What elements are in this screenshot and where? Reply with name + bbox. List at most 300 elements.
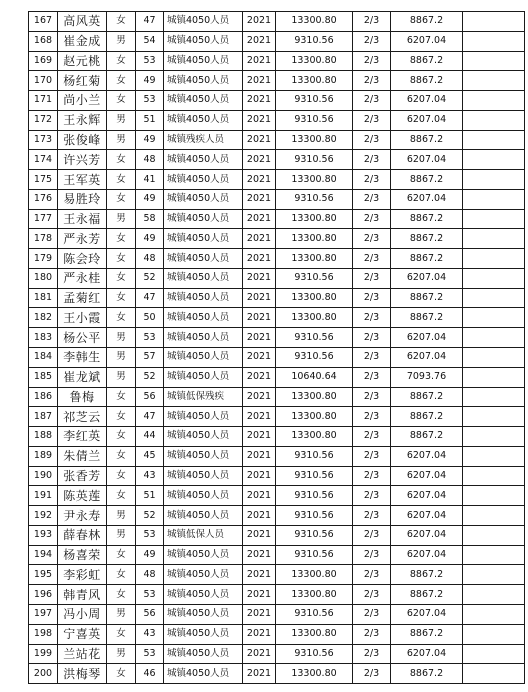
cell-amount: 9310.56 [276,348,353,368]
cell-row-number: 190 [29,466,58,486]
cell-amount: 9310.56 [276,91,353,111]
cell-category: 城镇4050人员 [164,71,243,91]
cell-gender: 男 [107,31,136,51]
cell-gender: 男 [107,209,136,229]
cell-subsidy: 6207.04 [391,348,463,368]
cell-remark [463,110,525,130]
cell-subsidy: 8867.2 [391,51,463,71]
cell-year: 2021 [243,624,276,644]
cell-name: 尚小兰 [58,91,107,111]
cell-name: 祁芝云 [58,407,107,427]
cell-remark [463,51,525,71]
cell-category: 城镇4050人员 [164,308,243,328]
table-row [29,268,525,288]
cell-name: 严永桂 [58,268,107,288]
cell-age: 53 [136,585,164,605]
cell-category: 城镇4050人员 [164,664,243,684]
table-body [29,12,525,684]
table-row [29,308,525,328]
cell-remark [463,644,525,664]
cell-category: 城镇4050人员 [164,110,243,130]
cell-amount: 9310.56 [276,506,353,526]
cell-amount: 9310.56 [276,150,353,170]
cell-age: 43 [136,466,164,486]
cell-gender: 女 [107,486,136,506]
cell-row-number: 170 [29,71,58,91]
cell-ratio: 2/3 [353,427,391,447]
cell-age: 48 [136,150,164,170]
cell-remark [463,525,525,545]
cell-amount: 9310.56 [276,486,353,506]
cell-category: 城镇4050人员 [164,31,243,51]
cell-gender: 女 [107,446,136,466]
cell-age: 49 [136,71,164,91]
cell-amount: 13300.80 [276,585,353,605]
cell-ratio: 2/3 [353,525,391,545]
cell-year: 2021 [243,545,276,565]
cell-ratio: 2/3 [353,328,391,348]
cell-remark [463,209,525,229]
cell-ratio: 2/3 [353,486,391,506]
cell-amount: 9310.56 [276,644,353,664]
cell-ratio: 2/3 [353,51,391,71]
cell-category: 城镇低保人员 [164,525,243,545]
cell-name: 崔金成 [58,31,107,51]
cell-ratio: 2/3 [353,348,391,368]
cell-ratio: 2/3 [353,506,391,526]
cell-subsidy: 6207.04 [391,506,463,526]
cell-remark [463,189,525,209]
cell-amount: 9310.56 [276,268,353,288]
cell-remark [463,268,525,288]
cell-amount: 9310.56 [276,446,353,466]
table-row [29,565,525,585]
cell-year: 2021 [243,91,276,111]
cell-category: 城镇4050人员 [164,367,243,387]
cell-category: 城镇4050人员 [164,446,243,466]
cell-name: 杨喜荣 [58,545,107,565]
cell-year: 2021 [243,387,276,407]
cell-ratio: 2/3 [353,446,391,466]
cell-row-number: 174 [29,150,58,170]
cell-row-number: 182 [29,308,58,328]
cell-category: 城镇4050人员 [164,466,243,486]
cell-ratio: 2/3 [353,288,391,308]
cell-remark [463,466,525,486]
cell-subsidy: 8867.2 [391,664,463,684]
table-row [29,624,525,644]
cell-amount: 9310.56 [276,328,353,348]
cell-name: 洪梅琴 [58,664,107,684]
cell-subsidy: 6207.04 [391,328,463,348]
cell-age: 51 [136,110,164,130]
table-row [29,130,525,150]
cell-remark [463,91,525,111]
cell-remark [463,585,525,605]
cell-age: 46 [136,664,164,684]
cell-remark [463,229,525,249]
cell-ratio: 2/3 [353,387,391,407]
cell-name: 薛春林 [58,525,107,545]
cell-age: 51 [136,486,164,506]
cell-age: 52 [136,367,164,387]
cell-category: 城镇4050人员 [164,12,243,32]
cell-year: 2021 [243,565,276,585]
cell-gender: 女 [107,664,136,684]
cell-remark [463,624,525,644]
cell-age: 53 [136,644,164,664]
cell-name: 陈英莲 [58,486,107,506]
cell-remark [463,328,525,348]
cell-category: 城镇4050人员 [164,170,243,190]
cell-remark [463,12,525,32]
cell-amount: 13300.80 [276,170,353,190]
cell-age: 49 [136,189,164,209]
cell-amount: 9310.56 [276,525,353,545]
cell-amount: 13300.80 [276,387,353,407]
cell-year: 2021 [243,427,276,447]
cell-gender: 女 [107,545,136,565]
cell-ratio: 2/3 [353,209,391,229]
cell-subsidy: 8867.2 [391,71,463,91]
cell-subsidy: 8867.2 [391,565,463,585]
cell-subsidy: 6207.04 [391,446,463,466]
cell-category: 城镇低保残疾 [164,387,243,407]
cell-ratio: 2/3 [353,130,391,150]
cell-age: 41 [136,170,164,190]
cell-category: 城镇4050人员 [164,427,243,447]
cell-name: 李韩生 [58,348,107,368]
cell-age: 57 [136,348,164,368]
cell-age: 45 [136,446,164,466]
cell-name: 孟菊红 [58,288,107,308]
cell-name: 尹永寿 [58,506,107,526]
cell-category: 城镇4050人员 [164,644,243,664]
table-row [29,288,525,308]
cell-remark [463,170,525,190]
cell-year: 2021 [243,189,276,209]
cell-remark [463,71,525,91]
cell-age: 52 [136,506,164,526]
cell-year: 2021 [243,150,276,170]
cell-row-number: 199 [29,644,58,664]
cell-age: 47 [136,12,164,32]
cell-age: 53 [136,51,164,71]
cell-amount: 10640.64 [276,367,353,387]
cell-category: 城镇残疾人员 [164,130,243,150]
cell-subsidy: 6207.04 [391,91,463,111]
cell-ratio: 2/3 [353,249,391,269]
cell-year: 2021 [243,506,276,526]
cell-name: 杨公平 [58,328,107,348]
cell-row-number: 200 [29,664,58,684]
cell-row-number: 189 [29,446,58,466]
cell-row-number: 180 [29,268,58,288]
cell-ratio: 2/3 [353,150,391,170]
cell-row-number: 179 [29,249,58,269]
cell-age: 53 [136,525,164,545]
table-row [29,387,525,407]
cell-category: 城镇4050人员 [164,585,243,605]
cell-name: 兰站花 [58,644,107,664]
cell-year: 2021 [243,288,276,308]
cell-name: 高风英 [58,12,107,32]
cell-subsidy: 8867.2 [391,407,463,427]
cell-gender: 女 [107,624,136,644]
cell-category: 城镇4050人员 [164,506,243,526]
cell-age: 56 [136,604,164,624]
cell-row-number: 197 [29,604,58,624]
cell-remark [463,604,525,624]
table-row [29,585,525,605]
cell-age: 53 [136,91,164,111]
cell-amount: 13300.80 [276,209,353,229]
cell-category: 城镇4050人员 [164,545,243,565]
cell-gender: 女 [107,585,136,605]
cell-gender: 男 [107,367,136,387]
cell-subsidy: 7093.76 [391,367,463,387]
cell-amount: 13300.80 [276,624,353,644]
cell-year: 2021 [243,525,276,545]
cell-row-number: 175 [29,170,58,190]
cell-category: 城镇4050人员 [164,486,243,506]
cell-name: 王军英 [58,170,107,190]
cell-category: 城镇4050人员 [164,268,243,288]
table-row [29,486,525,506]
cell-subsidy: 8867.2 [391,387,463,407]
cell-category: 城镇4050人员 [164,288,243,308]
cell-year: 2021 [243,170,276,190]
cell-year: 2021 [243,585,276,605]
table-row [29,328,525,348]
cell-gender: 女 [107,466,136,486]
cell-row-number: 184 [29,348,58,368]
table-row [29,31,525,51]
cell-ratio: 2/3 [353,407,391,427]
cell-gender: 男 [107,506,136,526]
cell-amount: 13300.80 [276,427,353,447]
cell-age: 49 [136,229,164,249]
cell-subsidy: 6207.04 [391,268,463,288]
table-row [29,209,525,229]
table-row [29,446,525,466]
cell-amount: 9310.56 [276,545,353,565]
cell-remark [463,506,525,526]
table-row [29,407,525,427]
cell-row-number: 168 [29,31,58,51]
cell-age: 49 [136,545,164,565]
cell-name: 陈会玲 [58,249,107,269]
cell-gender: 男 [107,348,136,368]
cell-age: 47 [136,288,164,308]
cell-row-number: 196 [29,585,58,605]
cell-remark [463,545,525,565]
cell-row-number: 178 [29,229,58,249]
cell-gender: 男 [107,328,136,348]
cell-gender: 女 [107,150,136,170]
cell-row-number: 177 [29,209,58,229]
cell-row-number: 193 [29,525,58,545]
cell-name: 宁喜英 [58,624,107,644]
cell-age: 54 [136,31,164,51]
cell-remark [463,150,525,170]
table-row [29,604,525,624]
cell-remark [463,308,525,328]
cell-year: 2021 [243,31,276,51]
cell-name: 许兴芳 [58,150,107,170]
cell-subsidy: 6207.04 [391,466,463,486]
cell-subsidy: 6207.04 [391,525,463,545]
cell-name: 赵元桃 [58,51,107,71]
cell-category: 城镇4050人员 [164,249,243,269]
cell-amount: 13300.80 [276,12,353,32]
cell-category: 城镇4050人员 [164,209,243,229]
cell-row-number: 172 [29,110,58,130]
cell-subsidy: 6207.04 [391,189,463,209]
cell-year: 2021 [243,268,276,288]
cell-ratio: 2/3 [353,189,391,209]
cell-ratio: 2/3 [353,170,391,190]
cell-row-number: 173 [29,130,58,150]
table-row [29,150,525,170]
cell-gender: 女 [107,407,136,427]
cell-subsidy: 8867.2 [391,308,463,328]
cell-row-number: 171 [29,91,58,111]
cell-amount: 13300.80 [276,229,353,249]
cell-remark [463,565,525,585]
cell-row-number: 176 [29,189,58,209]
cell-gender: 女 [107,12,136,32]
cell-ratio: 2/3 [353,664,391,684]
cell-gender: 女 [107,229,136,249]
table-row [29,110,525,130]
cell-gender: 女 [107,268,136,288]
cell-age: 53 [136,328,164,348]
cell-amount: 13300.80 [276,664,353,684]
cell-ratio: 2/3 [353,229,391,249]
cell-gender: 女 [107,249,136,269]
cell-amount: 9310.56 [276,604,353,624]
cell-age: 58 [136,209,164,229]
cell-amount: 13300.80 [276,407,353,427]
data-table [28,11,525,684]
cell-ratio: 2/3 [353,12,391,32]
cell-age: 44 [136,427,164,447]
cell-gender: 女 [107,427,136,447]
cell-amount: 13300.80 [276,249,353,269]
cell-row-number: 181 [29,288,58,308]
cell-year: 2021 [243,209,276,229]
cell-amount: 9310.56 [276,189,353,209]
table-row [29,466,525,486]
cell-gender: 女 [107,71,136,91]
table-row [29,506,525,526]
cell-ratio: 2/3 [353,624,391,644]
cell-gender: 女 [107,189,136,209]
table-row [29,664,525,684]
cell-ratio: 2/3 [353,565,391,585]
cell-ratio: 2/3 [353,110,391,130]
cell-year: 2021 [243,308,276,328]
cell-category: 城镇4050人员 [164,150,243,170]
cell-gender: 女 [107,288,136,308]
cell-gender: 女 [107,387,136,407]
cell-name: 鲁梅 [58,387,107,407]
cell-ratio: 2/3 [353,308,391,328]
table-row [29,170,525,190]
cell-name: 李彩虹 [58,565,107,585]
table-row [29,189,525,209]
cell-year: 2021 [243,604,276,624]
cell-category: 城镇4050人员 [164,51,243,71]
cell-remark [463,427,525,447]
cell-year: 2021 [243,249,276,269]
cell-amount: 13300.80 [276,308,353,328]
table-row [29,229,525,249]
cell-name: 严永芳 [58,229,107,249]
cell-name: 易胜玲 [58,189,107,209]
cell-row-number: 183 [29,328,58,348]
cell-name: 张俊峰 [58,130,107,150]
table-row [29,12,525,32]
cell-age: 43 [136,624,164,644]
cell-gender: 女 [107,308,136,328]
table-row [29,91,525,111]
cell-year: 2021 [243,130,276,150]
cell-remark [463,367,525,387]
cell-gender: 女 [107,565,136,585]
cell-remark [463,31,525,51]
cell-year: 2021 [243,328,276,348]
cell-ratio: 2/3 [353,644,391,664]
cell-category: 城镇4050人员 [164,604,243,624]
cell-row-number: 191 [29,486,58,506]
cell-remark [463,407,525,427]
cell-name: 韩青风 [58,585,107,605]
cell-row-number: 198 [29,624,58,644]
cell-remark [463,446,525,466]
table-row [29,249,525,269]
table-row [29,367,525,387]
cell-subsidy: 8867.2 [391,12,463,32]
table-row [29,427,525,447]
cell-subsidy: 8867.2 [391,249,463,269]
cell-row-number: 188 [29,427,58,447]
cell-row-number: 195 [29,565,58,585]
cell-amount: 13300.80 [276,51,353,71]
cell-amount: 13300.80 [276,565,353,585]
cell-year: 2021 [243,51,276,71]
cell-gender: 男 [107,644,136,664]
cell-name: 张香芳 [58,466,107,486]
cell-ratio: 2/3 [353,604,391,624]
cell-ratio: 2/3 [353,367,391,387]
cell-subsidy: 6207.04 [391,604,463,624]
table-row [29,71,525,91]
cell-age: 52 [136,268,164,288]
cell-remark [463,486,525,506]
cell-ratio: 2/3 [353,31,391,51]
cell-subsidy: 8867.2 [391,170,463,190]
cell-age: 49 [136,130,164,150]
cell-year: 2021 [243,367,276,387]
cell-age: 48 [136,565,164,585]
cell-row-number: 169 [29,51,58,71]
cell-remark [463,249,525,269]
cell-subsidy: 6207.04 [391,110,463,130]
cell-subsidy: 8867.2 [391,130,463,150]
cell-year: 2021 [243,446,276,466]
